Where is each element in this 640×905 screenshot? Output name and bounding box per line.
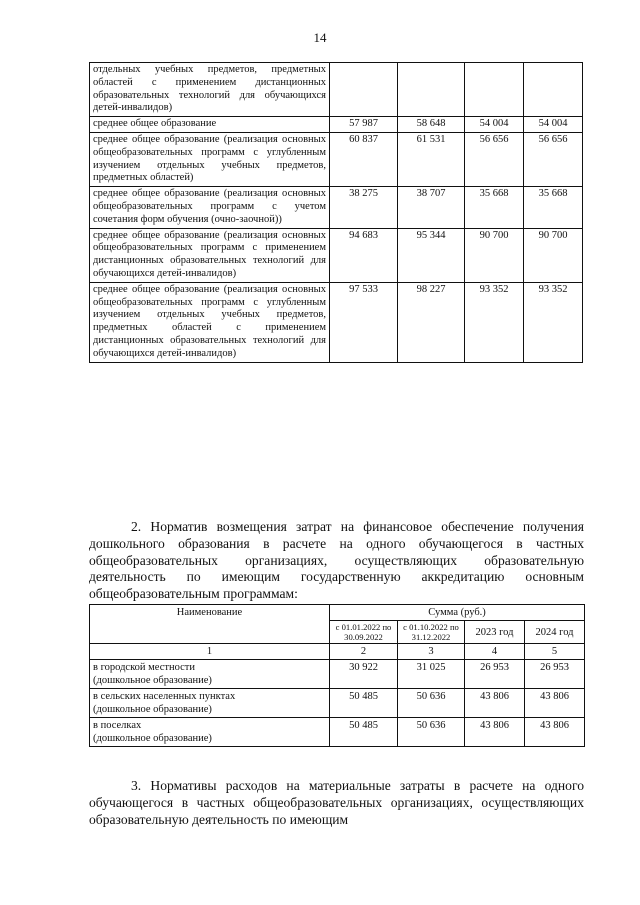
row-value: 57 987 — [330, 117, 398, 133]
row-name-line1: в поселках — [93, 720, 142, 731]
header-period-1: с 01.01.2022 по 30.09.2022 — [330, 621, 398, 644]
column-number: 4 — [465, 644, 525, 660]
table-row — [90, 660, 585, 689]
row-value: 61 531 — [398, 132, 465, 186]
header-sum: Сумма (руб.) — [330, 605, 585, 621]
section-3-paragraph — [89, 778, 584, 828]
column-number: 5 — [525, 644, 585, 660]
header-period-2: с 01.10.2022 по 31.12.2022 — [398, 621, 465, 644]
cost-table-continued — [89, 62, 583, 363]
row-value: 26 953 — [525, 660, 585, 689]
row-value: 98 227 — [398, 282, 465, 362]
row-name: отдельных учебных предметов, предметных областей с применением дистанционных образовательных технологий для обучающихся детей-инвалидов) — [90, 63, 330, 117]
row-value: 97 533 — [330, 282, 398, 362]
header-year-2024: 2024 год — [525, 621, 585, 644]
row-value: 43 806 — [465, 689, 525, 718]
row-name: среднее общее образование — [90, 117, 330, 133]
row-value: 43 806 — [525, 689, 585, 718]
table-row — [90, 117, 583, 133]
table-row — [90, 228, 583, 282]
row-value: 60 837 — [330, 132, 398, 186]
row-name — [90, 660, 330, 689]
row-name: среднее общее образование (реализация основных общеобразовательных программ с учетом сочетания форм обучения (очно-заочной)) — [90, 187, 330, 228]
row-value: 95 344 — [398, 228, 465, 282]
row-value: 30 922 — [330, 660, 398, 689]
table-row — [90, 132, 583, 186]
page-number: 14 — [313, 30, 327, 45]
row-value — [465, 63, 524, 117]
row-value: 38 707 — [398, 187, 465, 228]
row-value — [398, 63, 465, 117]
column-number: 1 — [90, 644, 330, 660]
row-value — [330, 63, 398, 117]
row-value: 31 025 — [398, 660, 465, 689]
row-value: 38 275 — [330, 187, 398, 228]
section-2-paragraph — [89, 519, 584, 603]
row-value: 35 668 — [465, 187, 524, 228]
row-name-line2: (дошкольное образование) — [93, 675, 212, 686]
row-value: 58 648 — [398, 117, 465, 133]
row-value: 90 700 — [524, 228, 583, 282]
row-value: 93 352 — [524, 282, 583, 362]
table-row — [90, 282, 583, 362]
row-value: 50 636 — [398, 689, 465, 718]
row-value: 54 004 — [465, 117, 524, 133]
row-name-line1: в сельских населенных пунктах — [93, 691, 236, 702]
row-value: 50 485 — [330, 689, 398, 718]
column-number: 2 — [330, 644, 398, 660]
row-value: 35 668 — [524, 187, 583, 228]
cost-table-body — [90, 63, 583, 363]
preschool-cost-table — [89, 604, 585, 747]
table-row — [90, 187, 583, 228]
table-row — [90, 689, 585, 718]
row-value: 43 806 — [465, 718, 525, 747]
row-value: 94 683 — [330, 228, 398, 282]
row-value: 50 485 — [330, 718, 398, 747]
column-number: 3 — [398, 644, 465, 660]
row-name-line2: (дошкольное образование) — [93, 733, 212, 744]
row-value: 90 700 — [465, 228, 524, 282]
row-name: среднее общее образование (реализация основных общеобразовательных программ с углубленным изучением отдельных учебных предметов, предметных областей) — [90, 132, 330, 186]
row-name-line2: (дошкольное образование) — [93, 704, 212, 715]
header-name: Наименование — [90, 605, 330, 644]
row-value: 54 004 — [524, 117, 583, 133]
row-name: среднее общее образование (реализация основных общеобразовательных программ с применением дистанционных образовательных технологий для обучающихся детей-инвалидов) — [90, 228, 330, 282]
row-value: 50 636 — [398, 718, 465, 747]
header-year-2023: 2023 год — [465, 621, 525, 644]
row-value: 26 953 — [465, 660, 525, 689]
row-value — [524, 63, 583, 117]
row-value: 56 656 — [465, 132, 524, 186]
row-name — [90, 689, 330, 718]
row-value: 56 656 — [524, 132, 583, 186]
row-value: 43 806 — [525, 718, 585, 747]
row-name — [90, 718, 330, 747]
row-value: 93 352 — [465, 282, 524, 362]
section-2-text: 2. Норматив возмещения затрат на финансовое обеспечение получения дошкольного образования в расчете на одного обучающегося в частных общеобразовательных организациях, осуществляющих образовательную деятельность по имеющим государственную аккредитацию основным общеобразовательным программам: — [89, 519, 584, 602]
row-name: среднее общее образование (реализация основных общеобразовательных программ с углубленным изучением отдельных учебных предметов, предметных областей с применением дистанционных образовательных технологий для обучающихся детей-инвалидов) — [90, 282, 330, 362]
row-name-line1: в городской местности — [93, 662, 195, 673]
preschool-table-body — [90, 660, 585, 747]
table-row — [90, 718, 585, 747]
section-3-text: 3. Нормативы расходов на материальные затраты в расчете на одного обучающегося в частных общеобразовательных организациях, осуществляющих образовательную деятельность по имеющим — [89, 778, 584, 827]
table-row — [90, 63, 583, 117]
